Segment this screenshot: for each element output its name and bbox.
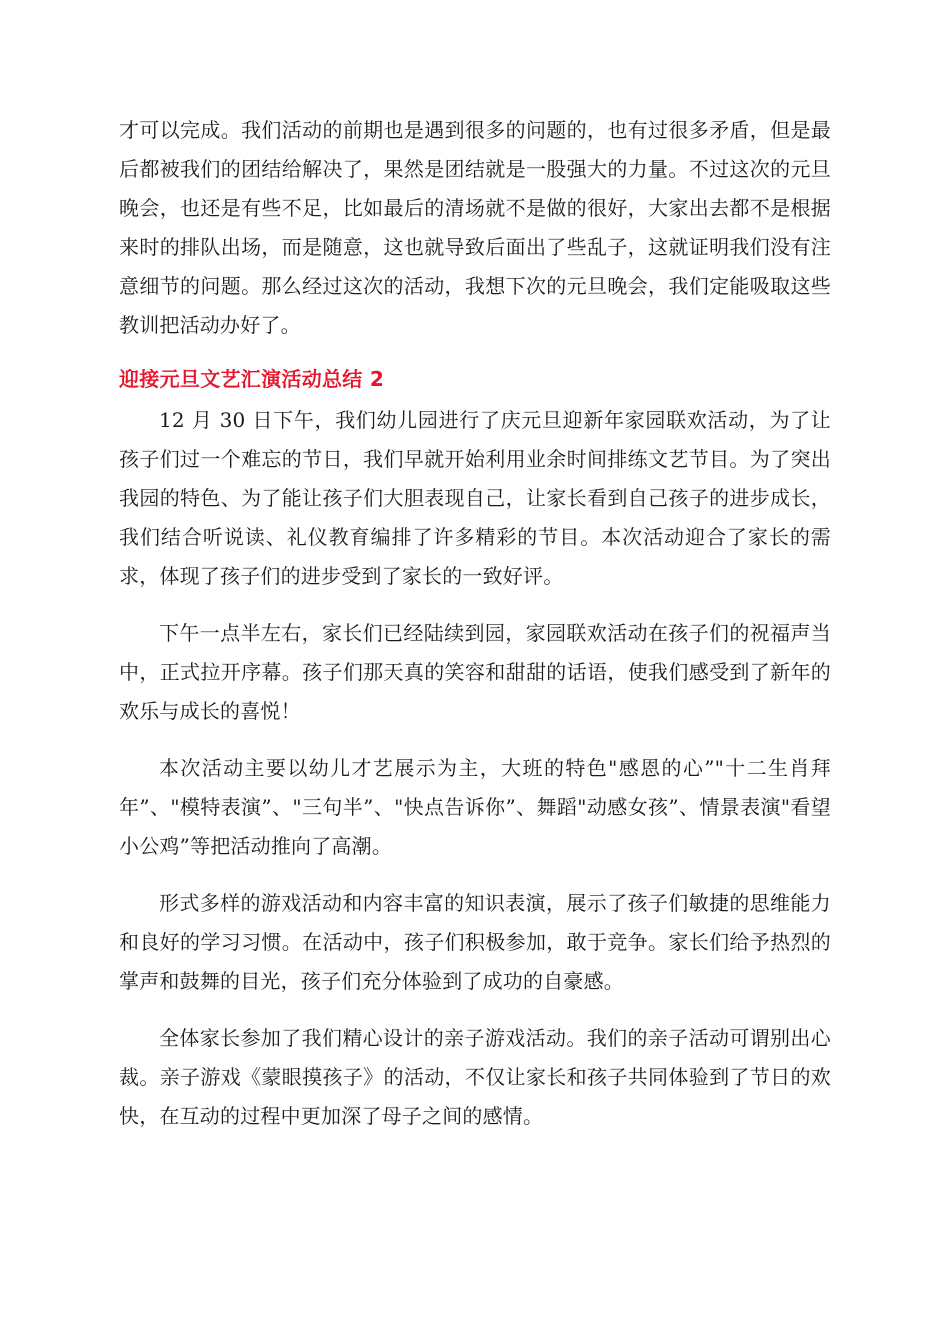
paragraph-3: 本次活动主要以幼儿才艺展示为主，大班的特色"感恩的心”"十二生肖拜年”、"模特表演”、"三句半”、"快点告诉你”、舞蹈"动感女孩”、情景表演"看望小公鸡”等把活动推向了高潮。	[119, 756, 831, 858]
paragraph-2: 下午一点半左右，家长们已经陆续到园，家园联欢活动在孩子们的祝福声当中，正式拉开序幕。孩子们那天真的笑容和甜甜的话语，使我们感受到了新年的欢乐与成长的喜悦！	[119, 621, 831, 723]
paragraph-1: 12 月 30 日下午，我们幼儿园进行了庆元旦迎新年家园联欢活动，为了让孩子们过一个难忘的节日，我们早就开始利用业余时间排练文艺节目。为了突出我园的特色、为了能让孩子们大胆表现自己，让家长看到自己孩子的进步成长，我们结合听说读、礼仪教育编排了许多精彩的节目。本次活动迎合了家长的需求，体现了孩子们的进步受到了家长的一致好评。	[119, 408, 831, 588]
document-body	[119, 111, 831, 1136]
intro-paragraph: 才可以完成。我们活动的前期也是遇到很多的问题的，也有过很多矛盾，但是最后都被我们的团结给解决了，果然是团结就是一股强大的力量。不过这次的元旦晚会，也还是有些不足，比如最后的清场就不是做的很好，大家出去都不是根据来时的排队出场，而是随意，这也就导致后面出了些乱子，这就证明我们没有注意细节的问题。那么经过这次的活动，我想下次的元旦晚会，我们定能吸取这些教训把活动办好了。	[119, 118, 831, 337]
paragraph-4: 形式多样的游戏活动和内容丰富的知识表演，展示了孩子们敏捷的思维能力和良好的学习习惯。在活动中，孩子们积极参加，敢于竞争。家长们给予热烈的掌声和鼓舞的目光，孩子们充分体验到了成功的自豪感。	[119, 891, 831, 993]
section-heading: 迎接元旦文艺汇演活动总结 2	[119, 367, 385, 391]
paragraph-5: 全体家长参加了我们精心设计的亲子游戏活动。我们的亲子活动可谓别出心裁。亲子游戏《蒙眼摸孩子》的活动，不仅让家长和孩子共同体验到了节日的欢快，在互动的过程中更加深了母子之间的感情。	[119, 1026, 831, 1128]
